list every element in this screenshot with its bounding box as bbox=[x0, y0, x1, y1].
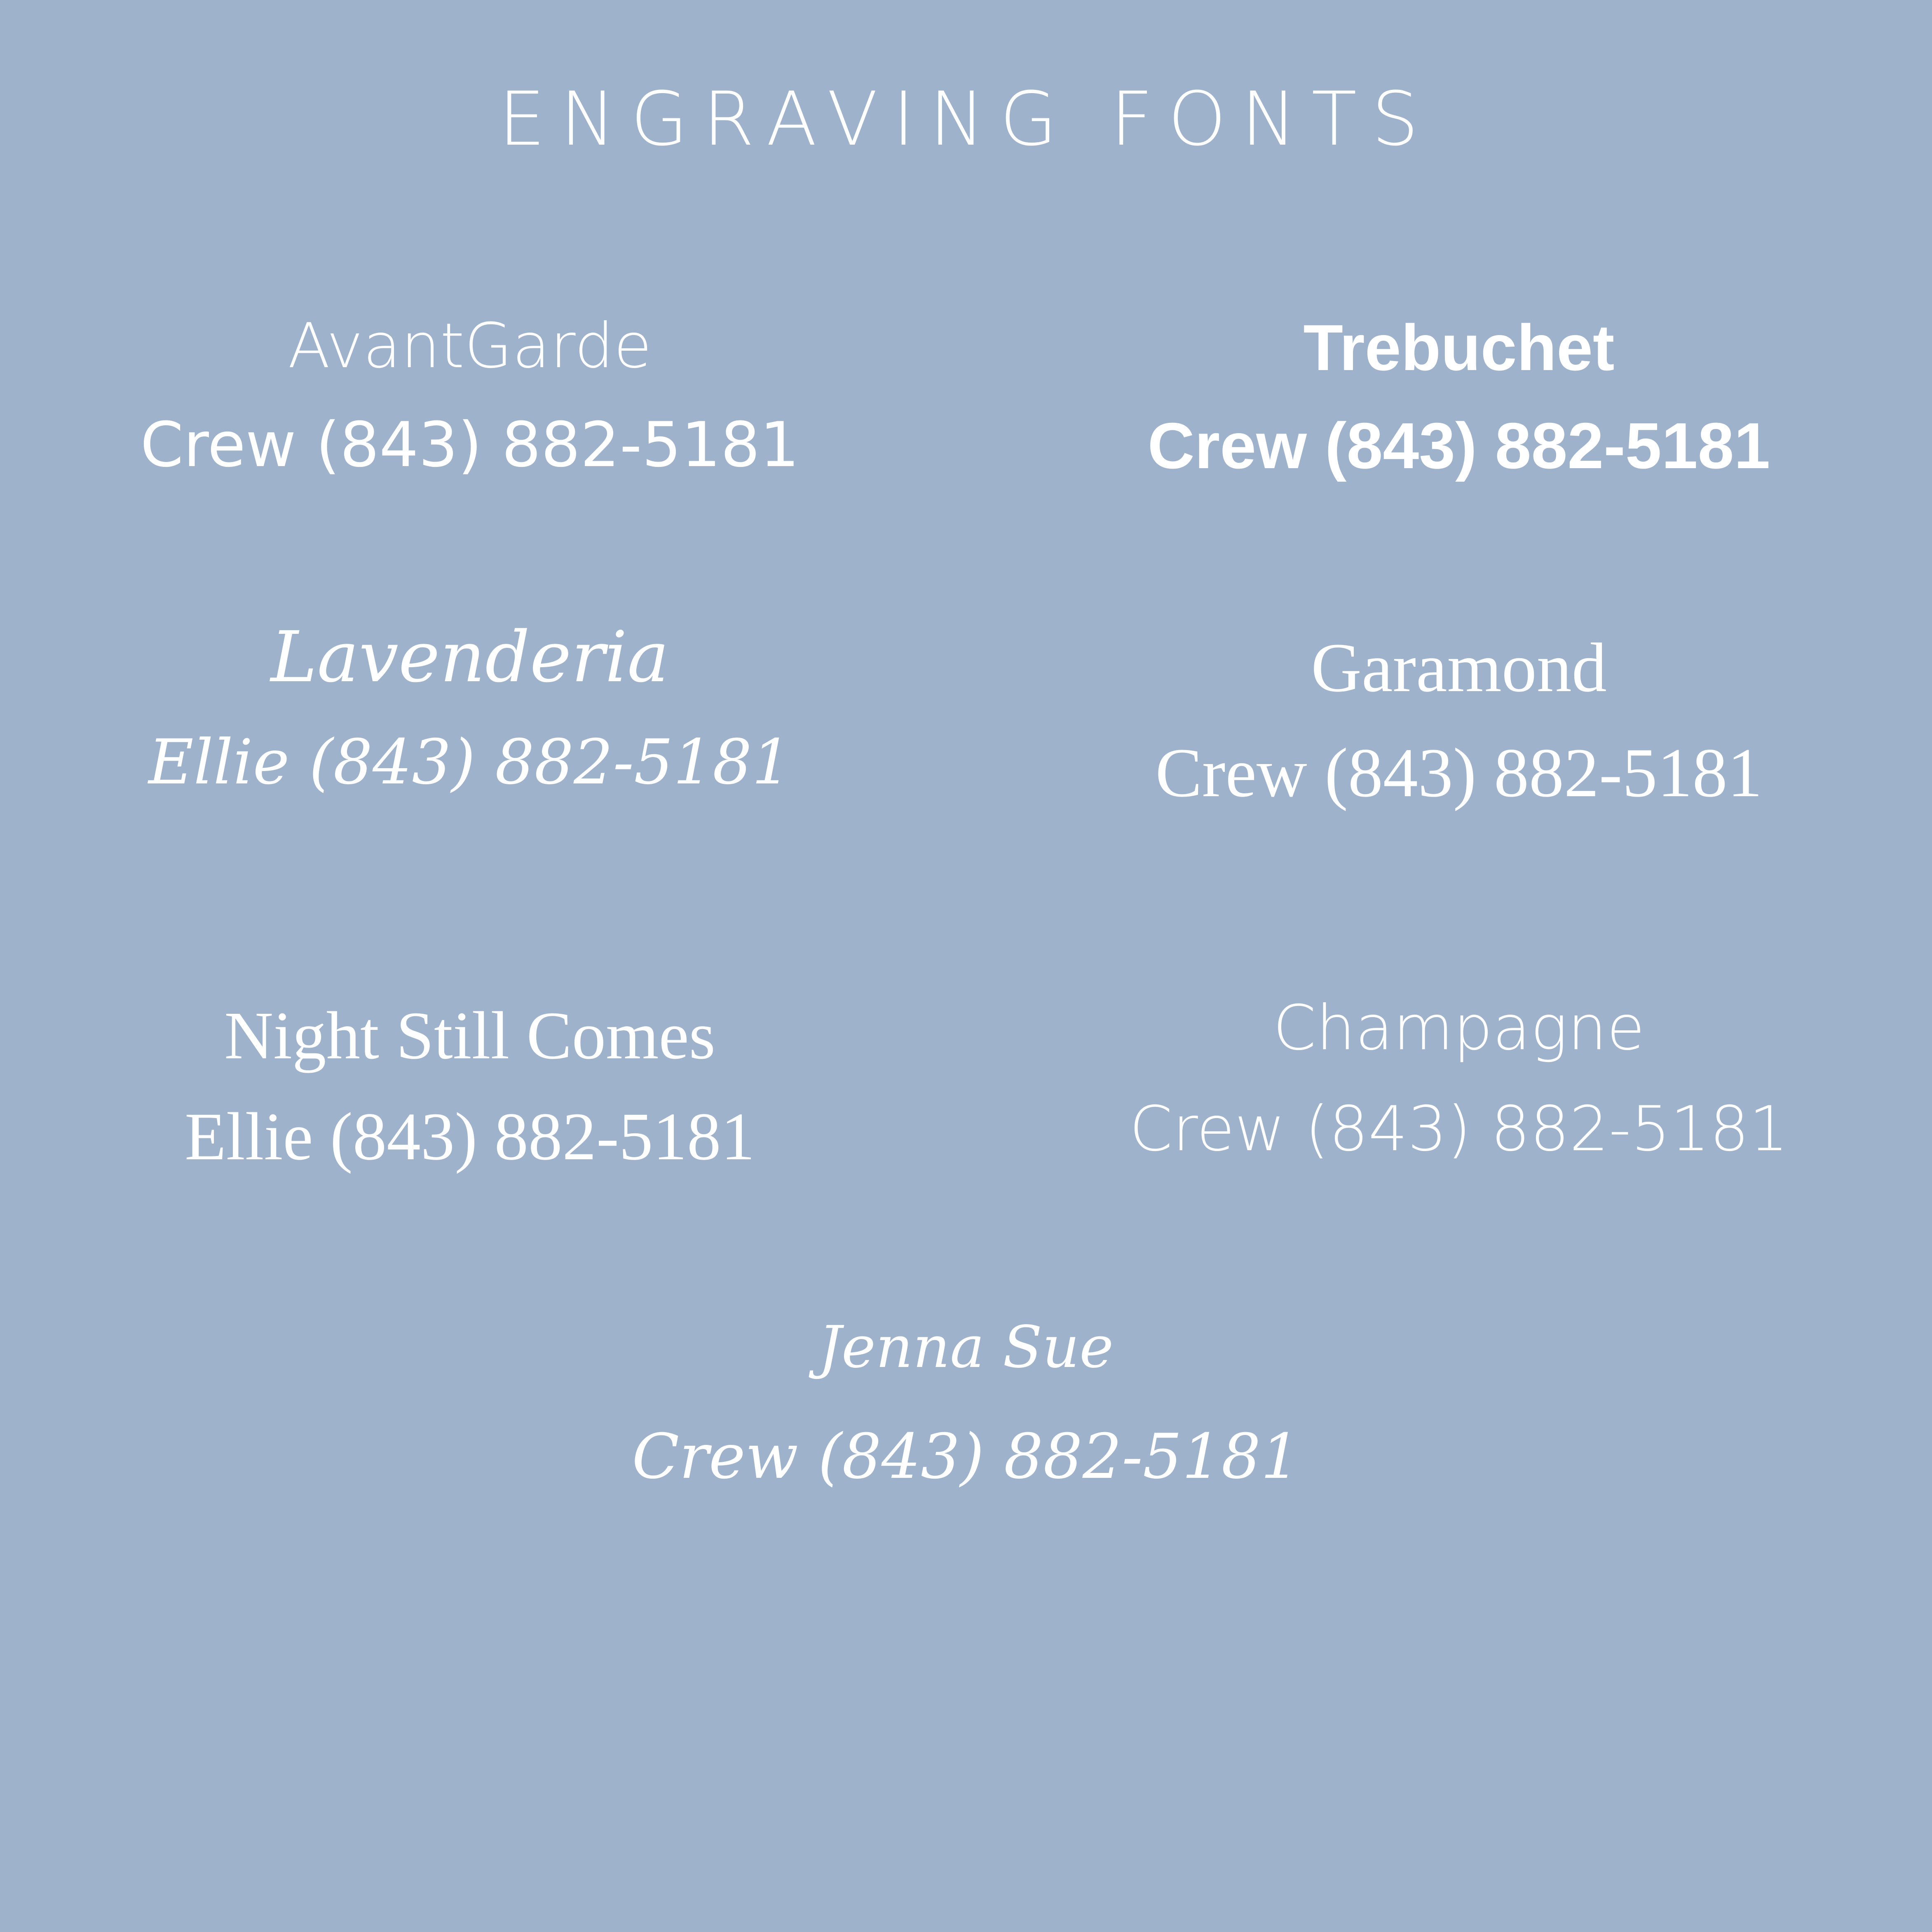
font-option-night-still-comes bbox=[58, 998, 882, 1174]
font-name: Night Still Comes bbox=[224, 998, 715, 1073]
font-sample: Ellie (843) 882-5181 bbox=[148, 727, 791, 798]
font-option-garamond bbox=[1047, 629, 1871, 811]
font-option-champagne bbox=[1047, 992, 1871, 1165]
font-sample: Crew (843) 882-5181 bbox=[1147, 410, 1770, 482]
font-name: Garamond bbox=[1311, 629, 1607, 706]
font-sample: Crew (843) 882-5181 bbox=[140, 409, 800, 481]
font-name: Trebuchet bbox=[1303, 312, 1615, 384]
font-name: Jenna Sue bbox=[818, 1314, 1114, 1381]
font-sample: Crew (843) 882-5181 bbox=[1155, 734, 1763, 811]
font-name: Lavenderia bbox=[270, 617, 669, 698]
font-sample: Crew (843) 882-5181 bbox=[632, 1421, 1300, 1493]
font-sample: Ellie (843) 882-5181 bbox=[185, 1099, 755, 1174]
font-option-jenna-sue bbox=[554, 1314, 1378, 1493]
page-title: ENGRAVING FONTS bbox=[498, 76, 1434, 162]
font-name: AvantGarde bbox=[288, 310, 652, 382]
font-name: Champagne bbox=[1273, 992, 1645, 1064]
font-option-lavenderia bbox=[58, 617, 882, 798]
font-option-trebuchet bbox=[1047, 312, 1871, 482]
font-option-avantgarde bbox=[58, 310, 882, 481]
font-sample: Crew (843) 882-5181 bbox=[1129, 1093, 1789, 1165]
